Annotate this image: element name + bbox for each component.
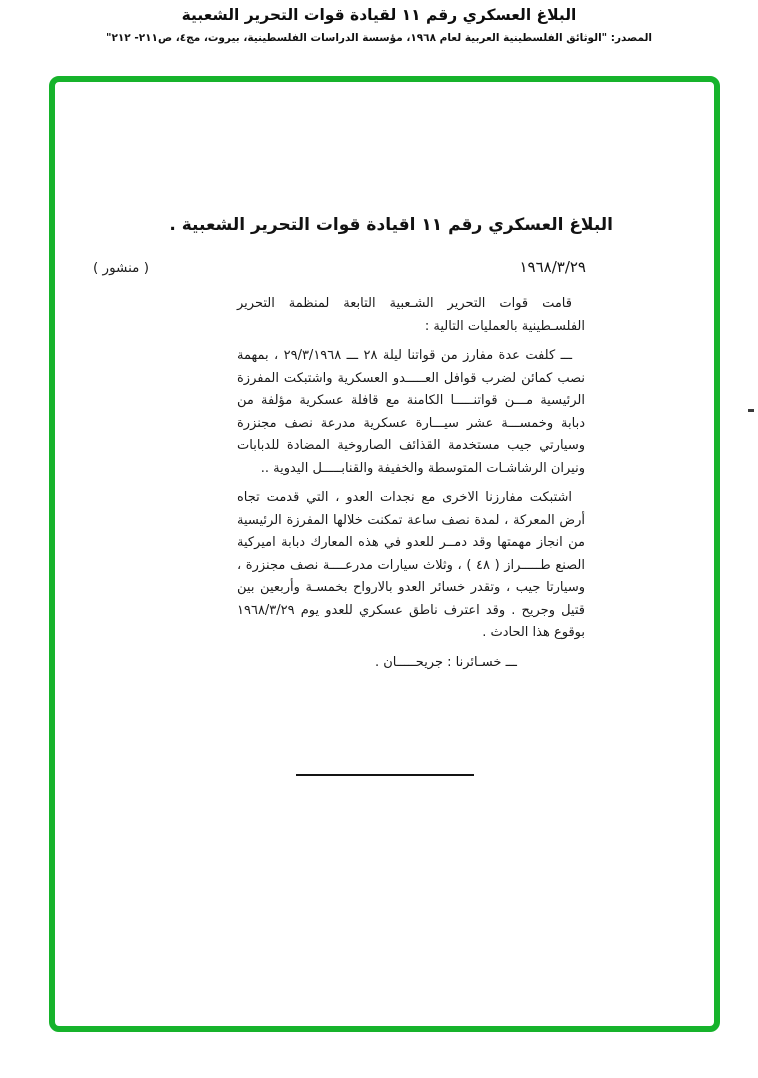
horizontal-divider (296, 774, 474, 776)
paragraph-intro: قامت قوات التحرير الشـعبية التابعة لمنظمة التحرير الفلسـطينية بالعمليات التالية : (237, 296, 585, 334)
publication-note: ( منشور ) (93, 260, 149, 276)
communique-title: البلاغ العسكري رقم ١١ اقيادة قوات التحرير الشعبية . (169, 215, 613, 235)
paragraph-operation-details: ـــ كلفت عدة مفارز من قواتنا ليلة ٢٨ ـــ ٢٩/٣/١٩٦٨ ، بمهمة نصب كمائن لضرب قوافل العـــــدو العسكرية واشتبكت المفرزة الرئيسية مـــن قواتنـــــا الكامنة مع قافلة عسكرية مؤلفة من دبابة وخمســـة عشر سيـــارة عسكرية مدرعة نصف مجنزرة وسيارتي جيب مستخدمة القذائف الصاروخية المضادة للدبابات ونيران الرشاشـات المتوسطة والخفيفة والقنابـــــل اليدوية .. (237, 348, 585, 476)
paragraph-our-losses: ـــ خسـائرنا : جريحـــــان . (374, 654, 517, 670)
communique-body (237, 293, 585, 681)
paragraph-engagement-results: اشتبكت مفارزنا الاخرى مع نجدات العدو ، التي قدمت تجاه أرض المعركة ، لمدة نصف ساعة تمكنت خلالها المفرزة الرئيسية من انجاز مهمتها وقد دمــر للعدو في هذه المعارك دبابة اميركية الصنع طـــــراز ( ٤٨ ) ، وثلاث سيارات مدرعــــة نصف مجنزرة ، وسيارتا جيب ، وتقدر خسائر العدو بالارواح بخمسـة وأربعين بين قتيل وجريح . وقد اعترف ناطق عسكري للعدو يوم ١٩٦٨/٣/٢٩ بوقوع هذا الحادث . (237, 490, 586, 640)
communique-date: ١٩٦٨/٣/٢٩ (519, 258, 586, 276)
page-header (0, 6, 758, 44)
page-header-title: البلاغ العسكري رقم ١١ لقيادة قوات التحرير الشعبية (181, 6, 577, 24)
scan-artifact-speck (748, 409, 754, 412)
page-header-source-citation: المصدر: "الوثائق الفلسطينية العربية لعام ١٩٦٨، مؤسسة الدراسات الفلسطينية، بيروت، مج٤، ص٢١١- ٢١٢" (105, 32, 653, 44)
